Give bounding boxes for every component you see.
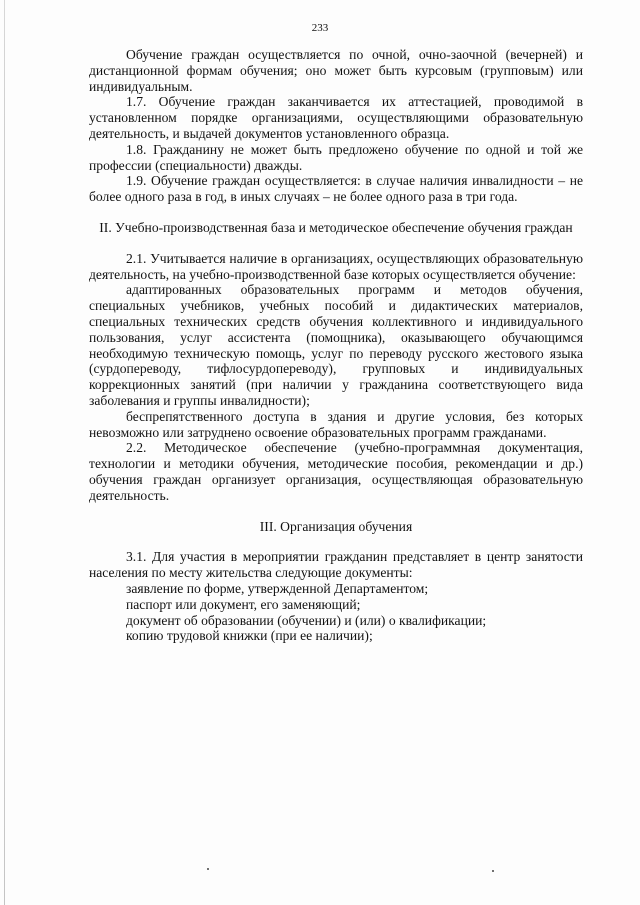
list-item-employment-record: копию трудовой книжки (при ее наличии); — [126, 628, 373, 644]
section-3-heading: III. Организация обучения — [259, 518, 413, 534]
paragraph-2-2: 2.2. Методическое обеспечение (учебно-программная документация, технологии и методики обучения, методические пособия, рекомендации и др.) обучения граждан организует организация, осуществляющая образовательную деятельность. — [89, 440, 583, 503]
paragraph-1-9: 1.9. Обучение граждан осуществляется: в случае наличия инвалидности – не более одного раза в год, в иных случаях – не более одного раза в три года. — [89, 173, 583, 205]
list-item-passport: паспорт или документ, его заменяющий; — [126, 596, 361, 612]
document-body — [89, 47, 583, 644]
paragraph-2-1-programs: адаптированных образовательных программ и методов обучения, специальных учебников, учебных пособий и дидактических материалов, специальных технических средств обучения коллективного и индивидуального пользования, услуг ассистента (помощника), оказывающего обучающимся необходимую техническую помощь, услуг по переводу русского жестового языка (сурдопереводу, тифлосурдопереводу), групповых и индивидуальных коррекционных занятий (при наличии у гражданина соответствующего вида заболевания и группы инвалидности); — [89, 282, 583, 408]
spacer — [89, 534, 583, 549]
paragraph-2-1: 2.1. Учитывается наличие в организациях, осуществляющих образовательную деятельность, на учебно-производственной базе которых осуществляется обучение: — [89, 250, 583, 282]
paragraph-forms: Обучение граждан осуществляется по очной, очно-заочной (вечерней) и дистанционной формам обучения; оно может быть курсовым (групповым) или индивидуальным. — [89, 47, 583, 94]
spacer — [89, 236, 583, 251]
list-item-application: заявление по форме, утвержденной Департаментом; — [126, 580, 429, 596]
scan-edge — [4, 0, 5, 905]
paragraph-2-1-access: беспрепятственного доступа в здания и другие условия, без которых невозможно или затруднено освоение образовательных программ гражданами. — [89, 408, 583, 440]
spacer — [89, 205, 583, 220]
scan-speck — [492, 870, 494, 872]
paragraph-1-8: 1.8. Гражданину не может быть предложено обучение по одной и той же профессии (специальности) дважды. — [89, 141, 583, 173]
paragraph-3-1: 3.1. Для участия в мероприятии гражданин представляет в центр занятости населения по месту жительства следующие документы: — [89, 549, 583, 581]
list-item-education-document: документ об образовании (обучении) и (или) о квалификации; — [126, 612, 487, 628]
page-number: 233 — [311, 22, 329, 34]
spacer — [89, 504, 583, 519]
scan-speck — [207, 868, 209, 870]
section-2-heading: II. Учебно-производственная база и методическое обеспечение обучения граждан — [99, 219, 573, 235]
paragraph-1-7: 1.7. Обучение граждан заканчивается их аттестацией, проводимой в установленном порядке организациями, осуществляющими образовательную деятельность, и выдачей документов установленного образца. — [89, 94, 583, 141]
